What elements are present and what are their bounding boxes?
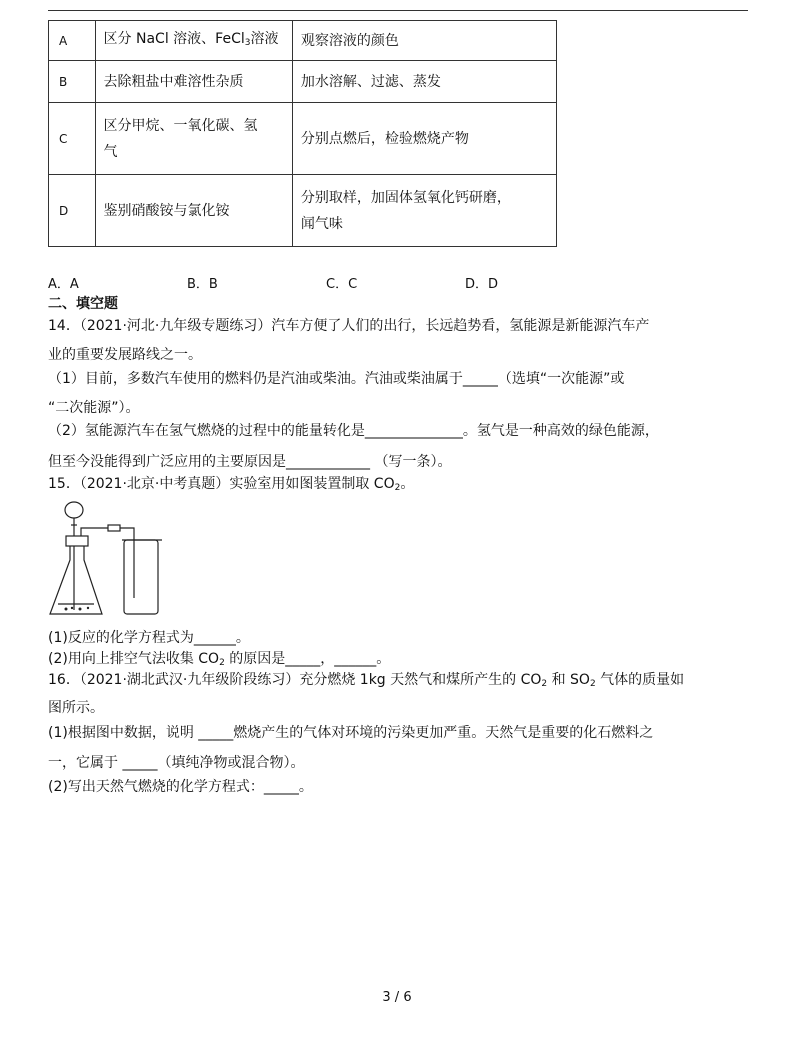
row-letter: A bbox=[49, 21, 96, 61]
row-letter: B bbox=[49, 61, 96, 103]
answer-choices bbox=[48, 273, 604, 292]
delivery-tube bbox=[81, 528, 134, 598]
top-rule bbox=[48, 10, 748, 11]
answer-c[interactable]: C．C bbox=[326, 277, 358, 292]
q14-line: （2）氢能源汽车在氢气燃烧的过程中的能量转化是______________。氢气是一种高效的绿色能源， bbox=[48, 423, 659, 439]
q14-line: 14．（2021·河北·九年级专题练习）汽车方便了人们的出行，长远趋势看，氢能源是新能源汽车产 bbox=[48, 318, 650, 334]
answer-d[interactable]: D．D bbox=[465, 277, 499, 292]
q15-line: (1)反应的化学方程式为______。 bbox=[48, 630, 250, 646]
q16-line: 一，它属于 _____（填纯净物或混合物）。 bbox=[48, 755, 305, 771]
gas-jar bbox=[124, 540, 158, 614]
row-letter: D bbox=[49, 175, 96, 247]
funnel-bulb bbox=[65, 502, 83, 518]
table-row bbox=[49, 21, 557, 61]
row-purpose: 区分甲烷、一氧化碳、氢 气 bbox=[95, 103, 292, 175]
row-purpose: 鉴别硝酸铵与氯化铵 bbox=[95, 175, 292, 247]
gas-apparatus-figure bbox=[44, 492, 174, 622]
q14-line: “二次能源”）。 bbox=[48, 400, 140, 416]
q14-line: 但至今没能得到广泛应用的主要原因是____________ （写一条）。 bbox=[48, 454, 452, 470]
row-purpose: 区分 NaCl 溶液、FeCl$_3$溶液 bbox=[95, 21, 292, 61]
q14-line: （1）目前，多数汽车使用的燃料仍是汽油或柴油。汽油或柴油属于_____（选填“一次能源”或 bbox=[48, 371, 625, 387]
q15-line: (2)用向上排空气法收集 $CO_2$ 的原因是_____，______。 bbox=[48, 651, 391, 668]
section-title: 二、填空题 bbox=[48, 296, 118, 312]
q16-line: 16．（2021·湖北武汉·九年级阶段练习）充分燃烧 1kg 天然气和煤所产生的 $CO_2$ 和 $SO_2$ 气体的质量如 bbox=[48, 672, 685, 689]
table-row bbox=[49, 61, 557, 103]
row-method: 观察溶液的颜色 bbox=[292, 21, 556, 61]
row-purpose: 去除粗盐中难溶性杂质 bbox=[95, 61, 292, 103]
stopper bbox=[66, 536, 88, 546]
options-table bbox=[48, 20, 557, 247]
q14-line: 业的重要发展路线之一。 bbox=[48, 347, 202, 363]
answer-a[interactable]: A．A bbox=[48, 277, 79, 292]
tube-connector bbox=[108, 525, 120, 531]
row-method: 分别取样，加固体氢氧化钙研磨， 闻气味 bbox=[292, 175, 556, 247]
q16-line: (2)写出天然气燃烧的化学方程式：_____。 bbox=[48, 779, 313, 795]
row-method: 分别点燃后，检验燃烧产物 bbox=[292, 103, 556, 175]
row-letter: C bbox=[49, 103, 96, 175]
page-number: 3 / 6 bbox=[382, 990, 412, 1005]
table-row bbox=[49, 103, 557, 175]
q15-line: 15．（2021·北京·中考真题）实验室用如图装置制取 $CO_2$。 bbox=[48, 476, 415, 493]
q16-line: 图所示。 bbox=[48, 700, 104, 716]
q16-line: (1)根据图中数据，说明 _____燃烧产生的气体对环境的污染更加严重。天然气是重要的化石燃料之 bbox=[48, 725, 654, 741]
answer-b[interactable]: B．B bbox=[187, 277, 218, 292]
table-row bbox=[49, 175, 557, 247]
row-method: 加水溶解、过滤、蒸发 bbox=[292, 61, 556, 103]
